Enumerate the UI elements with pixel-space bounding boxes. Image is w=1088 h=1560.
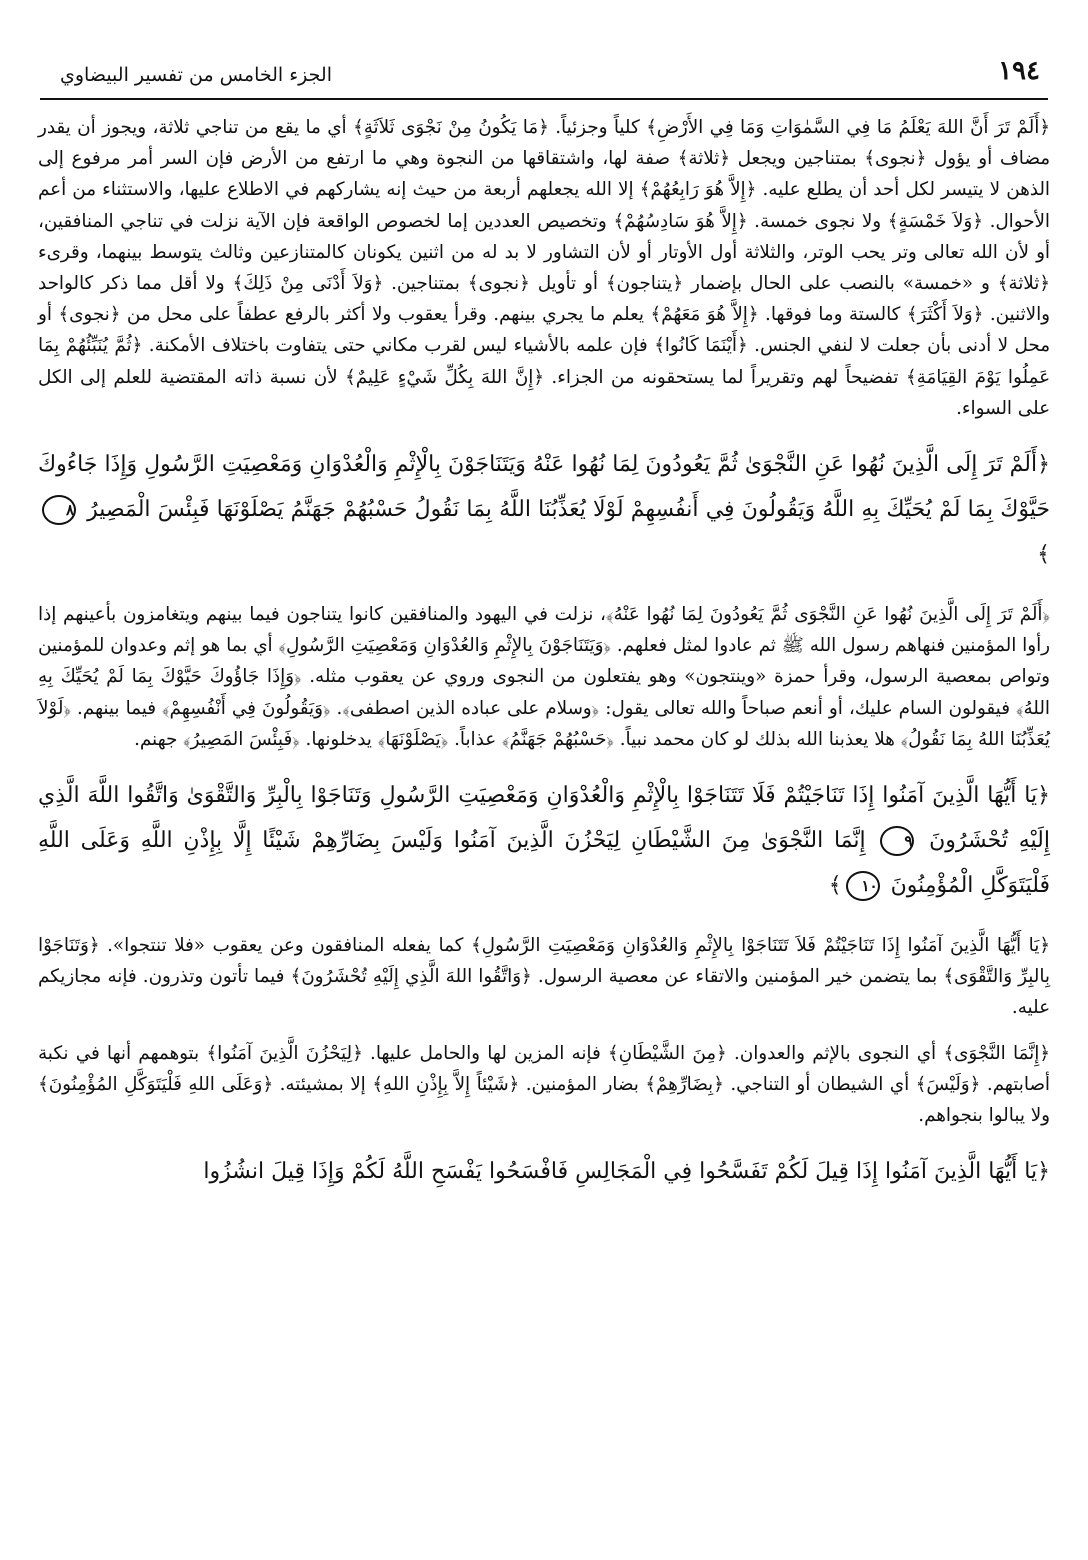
ayah-number-marker: ٨	[42, 495, 76, 525]
verse-text: إِنَّمَا النَّجْوَىٰ مِنَ الشَّيْطَانِ لِيَحْزُنَ الَّذِينَ آمَنُوا وَلَيْسَ بِضَارِّهِمْ شَيْئًا إِلَّا بِإِذْنِ اللَّهِ وَعَلَى اللَّهِ فَلْيَتَوَكَّلِ الْمُؤْمِنُونَ	[38, 828, 1050, 899]
page-header	[40, 54, 1048, 100]
commentary-paragraph: ﴿إِنَّمَا النَّجْوَى﴾ أي النجوى بالإثم والعدوان. ﴿مِنَ الشَّيْطَانِ﴾ فإنه المزين لها والحامل عليها. ﴿لِيَحْزُنَ الَّذِينَ آمَنُوا﴾ بتوهمهم أنها في نكبة أصابتهم. ﴿وَلَيْسَ﴾ أي الشيطان أو التناجي. ﴿بِضَارِّهِمْ﴾ بضار المؤمنين. ﴿شَيْئاً إِلاَّ بِإِذْنِ اللهِ﴾ إلا بمشيئته. ﴿وَعَلَى اللهِ فَلْيَتَوَكَّلِ المُؤْمِنُونَ﴾ ولا يبالوا بنجواهم.	[38, 1042, 1050, 1127]
commentary-paragraph: ﴿أَلَمْ تَرَ إِلَى الَّذِينَ نُهُوا عَنِ النَّجْوَى ثُمَّ يَعُودُونَ لِمَا نُهُوا عَنْهُ﴾، نزلت في اليهود والمنافقين كانوا يتناجون فيما بينهم ويتغامزون بأعينهم إذا رأوا المؤمنين فنهاهم رسول الله ﷺ ثم عادوا لمثل فعلهم. ﴿وَيَتَنَاجَوْنَ بِالإِثْمِ وَالعُدْوَانِ وَمَعْصِيَتِ الرَّسُولِ﴾ أي بما هو إثم وعدوان للمؤمنين وتواص بمعصية الرسول، وقرأ حمزة «وينتجون» وهو يفتعلون من النجوى وروي عن يعقوب مثله. ﴿وَإِذَا جَاؤُوكَ حَيَّوْكَ بِمَا لَمْ يُحَيِّكَ بِهِ اللهُ﴾ فيقولون السام عليك، أو أنعم صباحاً والله تعالى يقول: ﴿وسلام على عباده الذين اصطفى﴾. ﴿وَيَقُولُونَ فِي أَنْفُسِهِمْ﴾ فيما بينهم. ﴿لَوْلاَ يُعَذِّبُنَا اللهُ بِمَا نَقُولُ﴾ هلا يعذبنا الله بذلك لو كان محمد نبياً. ﴿حَسْبُهُمْ جَهَنَّمُ﴾ عذاباً. ﴿يَصْلَوْنَهَا﴾ يدخلونها. ﴿فَبِئْسَ المَصِيرُ﴾ جهنم.	[38, 604, 1050, 750]
verse-text: ﴿يَا أَيُّهَا الَّذِينَ آمَنُوا إِذَا تَنَاجَيْتُمْ فَلَا تَتَنَاجَوْا بِالْإِثْمِ وَالْعُدْوَانِ وَمَعْصِيَتِ الرَّسُولِ وَتَنَاجَوْا بِالْبِرِّ وَالتَّقْوَىٰ وَاتَّقُوا اللَّهَ الَّذِي إِلَيْهِ تُحْشَرُونَ	[38, 783, 1050, 854]
quran-verses-9-10: ﴿يَا أَيُّهَا الَّذِينَ آمَنُوا إِذَا تَنَاجَيْتُمْ فَلَا تَتَنَاجَوْا بِالْإِثْمِ وَالْعُدْوَانِ وَمَعْصِيَتِ الرَّسُولِ وَتَنَاجَوْا بِالْبِرِّ وَالتَّقْوَىٰ وَاتَّقُوا اللَّهَ الَّذِي إِلَيْهِ تُحْشَرُونَ ٩ إِنَّمَا النَّجْوَىٰ مِنَ الشَّيْطَانِ لِيَحْزُنَ الَّذِينَ آمَنُوا وَلَيْسَ بِضَارِّهِمْ شَيْئًا إِلَّا بِإِذْنِ اللَّهِ وَعَلَى اللَّهِ فَلْيَتَوَكَّلِ الْمُؤْمِنُونَ ١٠﴾	[38, 773, 1050, 908]
verse-text: ﴿يَا أَيُّهَا الَّذِينَ آمَنُوا إِذَا قِيلَ لَكُمْ تَفَسَّحُوا فِي الْمَجَالِسِ فَافْسَحُوا يَفْسَحِ اللَّهُ لَكُمْ وَإِذَا قِيلَ انشُزُوا	[203, 1159, 1050, 1185]
verse-text: ﴿أَلَمْ تَرَ إِلَى الَّذِينَ نُهُوا عَنِ النَّجْوَىٰ ثُمَّ يَعُودُونَ لِمَا نُهُوا عَنْهُ وَيَتَنَاجَوْنَ بِالْإِثْمِ وَالْعُدْوَانِ وَمَعْصِيَتِ الرَّسُولِ وَإِذَا جَاءُوكَ حَيَّوْكَ بِمَا لَمْ يُحَيِّكَ بِهِ اللَّهُ وَيَقُولُونَ فِي أَنفُسِهِمْ لَوْلَا يُعَذِّبُنَا اللَّهُ بِمَا نَقُولُ حَسْبُهُمْ جَهَنَّمُ يَصْلَوْنَهَا فَبِئْسَ الْمَصِيرُ	[38, 452, 1050, 523]
ayah-number-marker: ١٠	[846, 871, 880, 901]
commentary-paragraph: ﴿يَا أَيُّهَا الَّذِينَ آمَنُوا إِذَا تَنَاجَيْتُمْ فَلاَ تَتَنَاجَوْا بِالإِثْمِ وَالعُدْوَانِ وَمَعْصِيَتِ الرَّسُولِ﴾ كما يفعله المنافقون وعن يعقوب «فلا تنتجوا». ﴿وَتَنَاجَوْا بِالبِرِّ وَالتَّقْوَى﴾ بما يتضمن خير المؤمنين والاتقاء عن معصية الرسول. ﴿وَاتَّقُوا اللهَ الَّذِي إِلَيْهِ تُحْشَرُونَ﴾ فيما تأتون وتذرون. فإنه مجازيكم عليه.	[38, 935, 1050, 1019]
quran-verse-8: ﴿أَلَمْ تَرَ إِلَى الَّذِينَ نُهُوا عَنِ النَّجْوَىٰ ثُمَّ يَعُودُونَ لِمَا نُهُوا عَنْهُ وَيَتَنَاجَوْنَ بِالْإِثْمِ وَالْعُدْوَانِ وَمَعْصِيَتِ الرَّسُولِ وَإِذَا جَاءُوكَ حَيَّوْكَ بِمَا لَمْ يُحَيِّكَ بِهِ اللَّهُ وَيَقُولُونَ فِي أَنفُسِهِمْ لَوْلَا يُعَذِّبُنَا اللَّهُ بِمَا نَقُولُ حَسْبُهُمْ جَهَنَّمُ يَصْلَوْنَهَا فَبِئْسَ الْمَصِيرُ ٨﴾	[38, 452, 1050, 568]
running-title: الجزء الخامس من تفسير البيضاوي	[60, 64, 332, 86]
page-body	[38, 112, 1050, 1216]
quran-verse-11	[38, 1149, 1050, 1194]
commentary-paragraph: ﴿أَلَمْ تَرَ أَنَّ اللهَ يَعْلَمُ مَا فِي السَّمٰوَاتِ وَمَا فِي الأَرْضِ﴾ كلياً وجزئياً. ﴿مَا يَكُونُ مِنْ نَجْوَى ثَلاَثَةٍ﴾ أي ما يقع من تناجي ثلاثة، ويجوز أن يقدر مضاف أو يؤول ﴿نجوى﴾ بمتناجين ويجعل ﴿ثلاثة﴾ صفة لها، واشتقاقها من النجوة وهي ما ارتفع من الأرض فإن السر أمر مرفوع إلى الذهن لا يتيسر لكل أحد أن يطلع عليه. ﴿إِلاَّ هُوَ رَابِعُهُمْ﴾ إلا الله يجعلهم أربعة من حيث إنه يشاركهم في الاطلاع عليها، والاستثناء من أعم الأحوال. ﴿وَلاَ خَمْسَةٍ﴾ ولا نجوى خمسة. ﴿إِلاَّ هُوَ سَادِسُهُمْ﴾ وتخصيص العددين إما لخصوص الواقعة فإن الآية نزلت في تناجي المنافقين، أو لأن الله تعالى وتر يحب الوتر، والثلاثة أول الأوتار أو لأن التشاور لا بد له من اثنين يكونان كالمتنازعين وثالث يتوسط بينهما، وقرىء ﴿ثلاثة﴾ و «خمسة» بالنصب على الحال بإضمار ﴿يتناجون﴾ أو تأويل ﴿نجوى﴾ بمتناجين. ﴿وَلاَ أَدْنَى مِنْ ذَلِكَ﴾ ولا أقل مما ذكر كالواحد والاثنين. ﴿وَلاَ أَكْثَرَ﴾ كالستة وما فوقها. ﴿إِلاَّ هُوَ مَعَهُمْ﴾ يعلم ما يجري بينهم. وقرأ يعقوب ولا أكثر بالرفع عطفاً على محل من ﴿نجوى﴾ أو محل لا أدنى بأن جعلت لا لنفي الجنس. ﴿أَيْنَمَا كَانُوا﴾ فإن علمه بالأشياء ليس لقرب مكاني حتى يتفاوت باختلاف الأمكنة. ﴿ثُمَّ يُنَبِّئُهُمْ بِمَا عَمِلُوا يَوْمَ القِيَامَةِ﴾ تفضيحاً لهم وتقريراً لما يستحقونه من الجزاء. ﴿إِنَّ اللهَ بِكُلِّ شَيْءٍ عَلِيمٌ﴾ لأن نسبة ذاته المقتضية للعلم إلى الكل على السواء.	[38, 117, 1050, 419]
ayah-number-marker: ٩	[880, 826, 914, 856]
page-number: ١٩٤	[998, 56, 1040, 86]
